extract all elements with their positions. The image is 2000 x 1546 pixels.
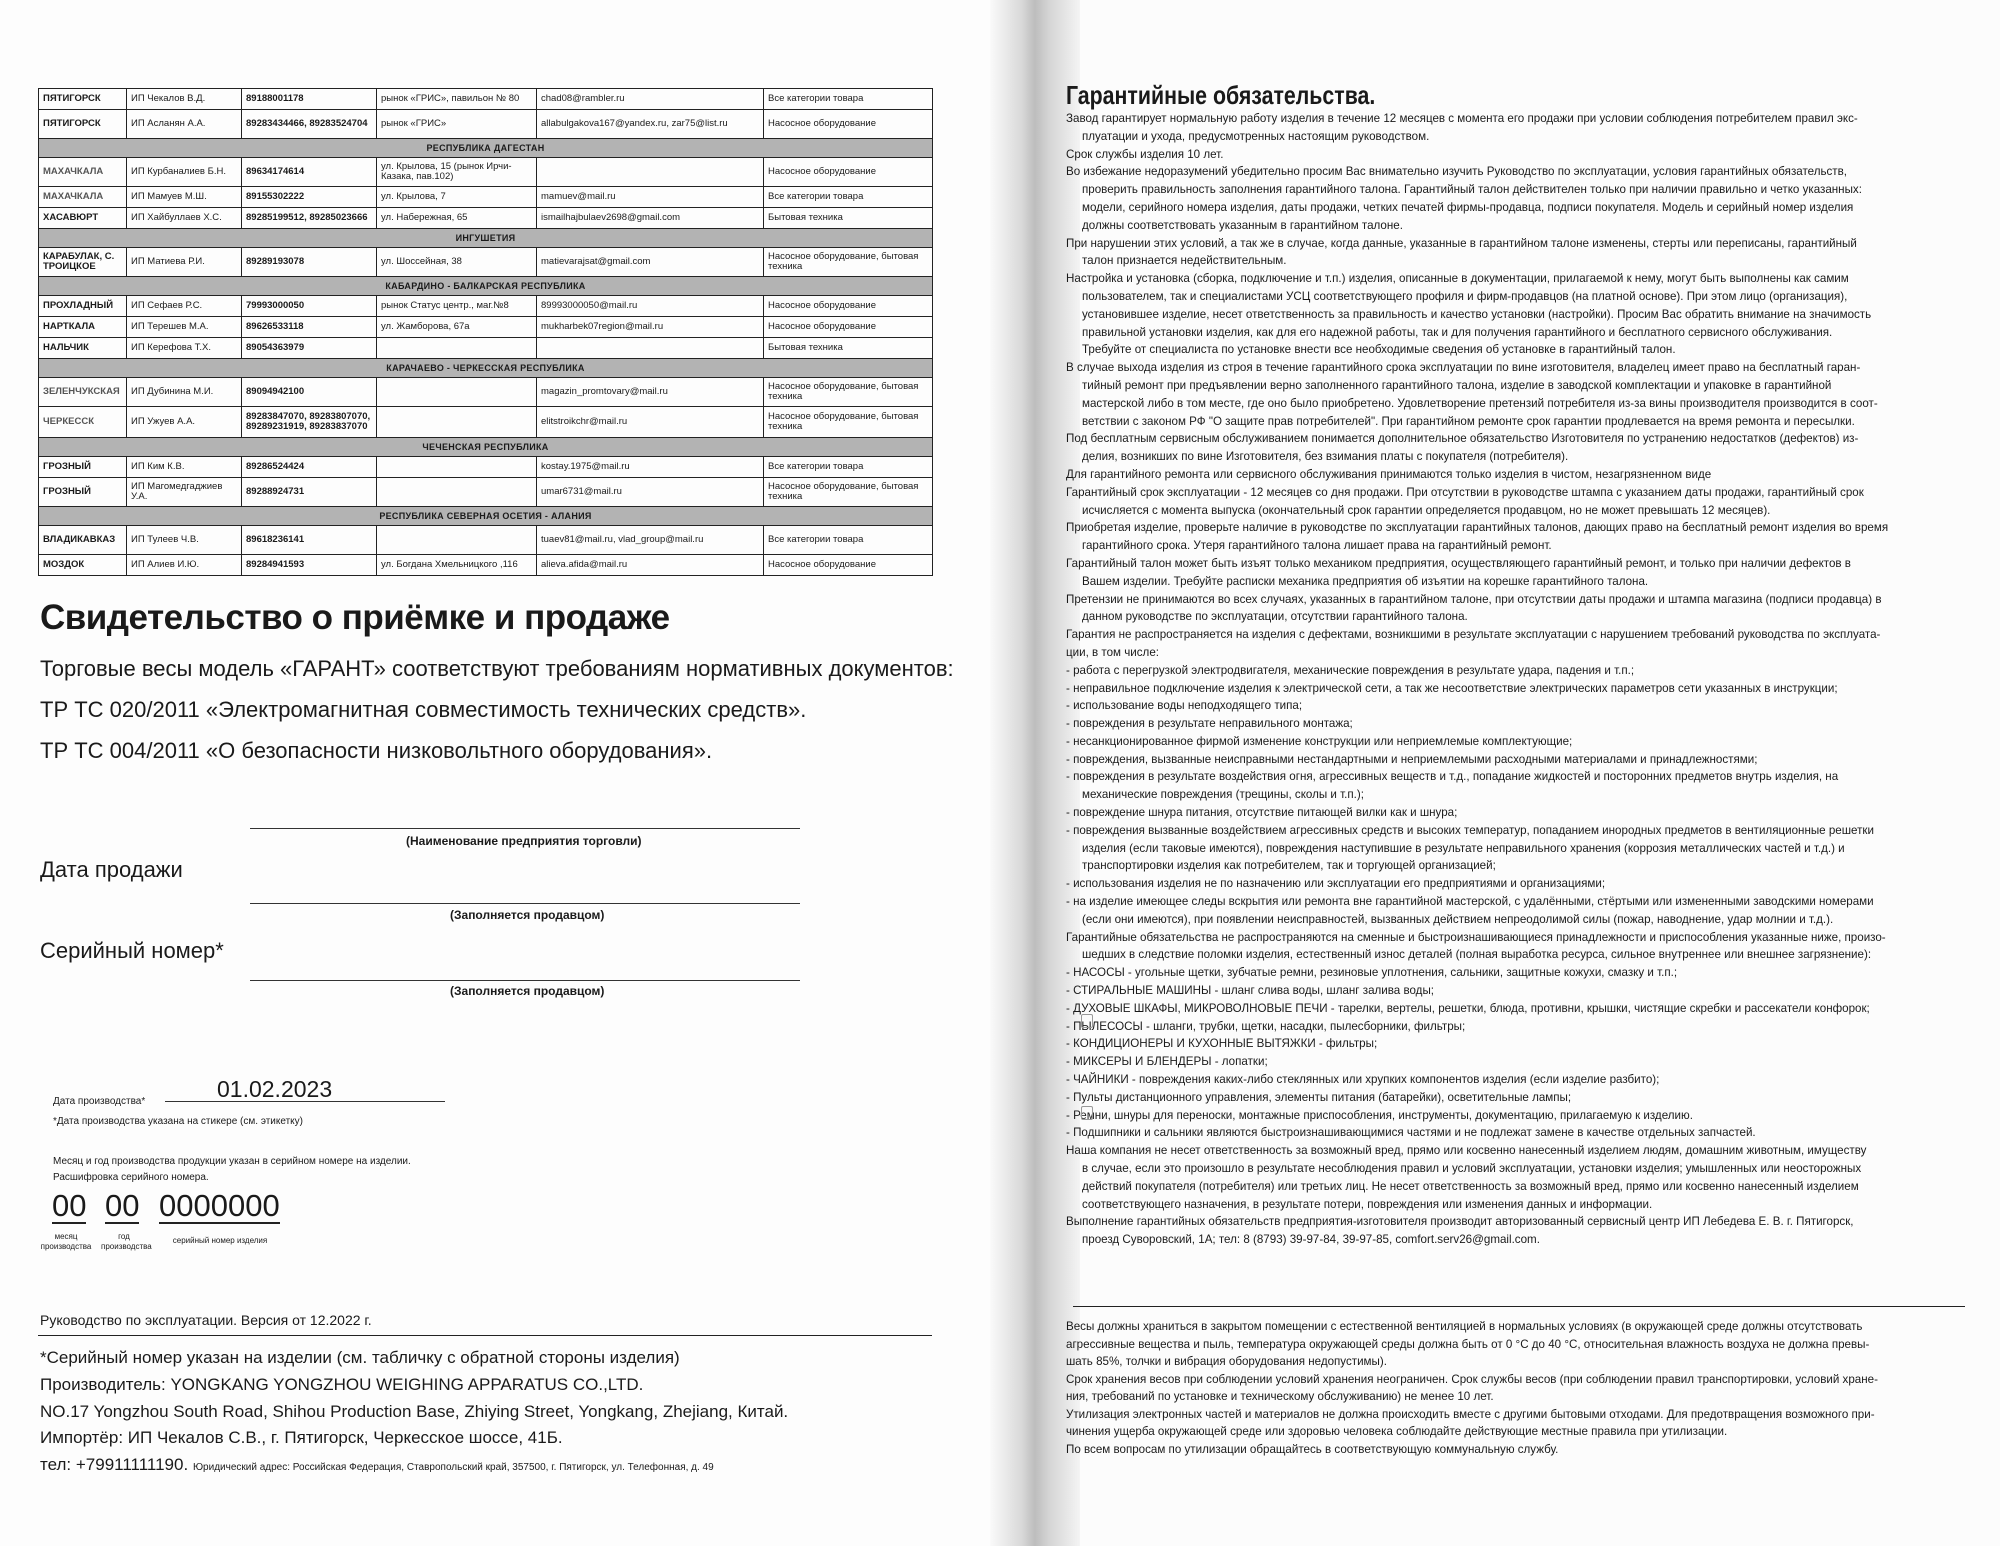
warranty-title: Гарантийные обязательства. [1066, 80, 1376, 110]
company-caption: (Наименование предприятия торговли) [406, 834, 642, 848]
dealer-company: ИП Керефова Т.Х. [127, 338, 242, 359]
warranty-line: Гарантийный срок эксплуатации - 12 месяцев со дня продажи. При отсутствии в руководстве штампа с указанием даты продажи, гарантийный срок [1066, 485, 1864, 499]
warranty-line: механические повреждения (трещины, сколы и т.п.); [1082, 788, 1364, 802]
warranty-line: - на изделие имеющее следы вскрытия или ремонта вне гарантийной мастерской, с удалёнными, стёртыми или измененными заводскими номерами [1066, 895, 1874, 909]
footer-legal-address: Юридический адрес: Российская Федерация, Ставропольский край, 357500, г. Пятигорск, ул. Телефонная, д. 49 [192, 1462, 714, 1473]
region-header-row [39, 229, 933, 248]
storage-divider [1073, 1306, 1965, 1307]
warranty-line: Срок службы изделия 10 лет. [1066, 147, 1224, 161]
dealer-phone: 89284941593 [242, 555, 377, 576]
warranty-line: изделия (если таковые имеются), повреждения наступившие в результате неправильного хранения (коррозия металлических частей и т.д.) и [1082, 841, 1845, 855]
dealer-row [39, 526, 933, 555]
serial-number-line[interactable] [250, 980, 800, 981]
warranty-line: - повреждения, вызванные неисправными нестандартными и неприемлемыми расходными материалами и принадлежностями; [1066, 752, 1758, 766]
dealer-address [377, 378, 537, 407]
warranty-line: установившее изделие, несет ответственность за правильность и качество установки (настройки). Просим Вас обратить внимание на значимость [1082, 307, 1872, 321]
footer-address: NO.17 Yongzhou South Road, Shihou Production Base, Zhiying Street, Yongkang, Zhejiang, Китай. [40, 1402, 789, 1421]
dealer-row [39, 555, 933, 576]
warranty-line: В случае выхода изделия из строя в течение гарантийного срока эксплуатации по вине изготовителя, владелец имеет право на бесплатный гаран- [1066, 361, 1861, 375]
dealer-row [39, 338, 933, 359]
dealer-row [39, 407, 933, 438]
dealer-company: ИП Терешев М.А. [127, 317, 242, 338]
dealer-city: МАХАЧКАЛА [39, 187, 127, 208]
serial-year: 00 [105, 1188, 140, 1223]
dealer-category: Бытовая техника [764, 208, 933, 229]
dealer-city: ХАСАВЮРТ [39, 208, 127, 229]
warranty-line: Претензии не принимаются во всех случаях, указанных в гарантийном талоне, при отсутствии даты продажи и штампа магазина (подписи продавца) в [1066, 592, 1882, 606]
warranty-line: тийный ремонт при предъявлении верно заполненного гарантийного талона, изделие в заводской комплектации и упаковке в гарантийной [1082, 378, 1832, 392]
footer-phone: тел: +79911111190. [40, 1455, 189, 1474]
dealer-city: ЧЕРКЕССК [39, 407, 127, 438]
dealer-row [39, 478, 933, 507]
dealer-phone: 79993000050 [242, 296, 377, 317]
dealer-row [39, 457, 933, 478]
dealer-category: Все категории товара [764, 457, 933, 478]
dealer-email: umar6731@mail.ru [537, 478, 764, 507]
footer-importer: Импортёр: ИП Чекалов С.В., г. Пятигорск, Черкесское шоссе, 41Б. [40, 1428, 563, 1447]
warranty-line: - повреждения вызванные воздействием агрессивных средств и высоких температур, попаданием инородных предметов в вентиляционные решетки [1066, 823, 1874, 837]
warranty-line: - повреждение шнура питания, отсутствие питающей вилки как и шнура; [1066, 806, 1458, 820]
dealer-city: ПЯТИГОРСК [39, 110, 127, 139]
warranty-line: плуатации и ухода, предусмотренных настоящим руководством. [1082, 129, 1430, 143]
dealer-row [39, 89, 933, 110]
dealers-table [38, 88, 933, 576]
dealer-row [39, 248, 933, 277]
region-header-row [39, 438, 933, 457]
serial-year-caption: год производства [101, 1232, 152, 1251]
warranty-line: - несанкционированное фирмой изменение конструкции или неприемлемые комплектующие; [1066, 734, 1573, 748]
dealer-category: Насосное оборудование, бытовая техника [764, 378, 933, 407]
dealer-category: Насосное оборудование [764, 158, 933, 187]
dealer-company: ИП Матиева Р.И. [127, 248, 242, 277]
dealer-row [39, 378, 933, 407]
dealer-city: МАХАЧКАЛА [39, 158, 127, 187]
dealer-email: tuaev81@mail.ru, vlad_group@mail.ru [537, 526, 764, 555]
dealer-phone: 89283847070, 89283807070, 89289231919, 89283837070 [242, 407, 377, 438]
sale-date-label: Дата продажи [40, 857, 183, 882]
serial-number-label: Серийный номер* [40, 938, 224, 963]
dealer-category: Насосное оборудование [764, 317, 933, 338]
dealer-category: Насосное оборудование, бытовая техника [764, 407, 933, 438]
warranty-line: талон признается недействительным. [1082, 254, 1287, 268]
dealer-email: elitstroikchr@mail.ru [537, 407, 764, 438]
warranty-line: Гарантия не распространяется на изделия с дефектами, возникшими в результате эксплуатации с нарушением требований руководства по эксплуата- [1066, 628, 1881, 642]
dealer-phone: 89285199512, 89285023666 [242, 208, 377, 229]
warranty-line: исчисляется с момента выпуска (окончательный срок гарантии определяется продавцом, но не может превышать 12 месяцев). [1082, 503, 1771, 517]
region-header-row [39, 277, 933, 296]
warranty-line: (если они имеются), при появлении неисправностей, вызванных действием непреодолимой силы (пожар, наводнение, удар молнии и т.д.). [1082, 912, 1834, 926]
dealer-phone: 89618236141 [242, 526, 377, 555]
dealer-phone: 89634174614 [242, 158, 377, 187]
dealer-category: Все категории товара [764, 526, 933, 555]
manual-version: Руководство по эксплуатации. Версия от 12.2022 г. [40, 1312, 372, 1328]
dealer-row [39, 296, 933, 317]
storage-line: шать 85%, толчки и вибрация оборудования недопустимы). [1066, 1355, 1387, 1368]
warranty-line: транспортировки изделия как потребителем, так и торгующей организацией; [1082, 859, 1496, 873]
dealer-email [537, 158, 764, 187]
dealer-email: matievarajsat@gmail.com [537, 248, 764, 277]
production-date-value: 01.02.2023 [217, 1076, 333, 1102]
warranty-line: - использования изделия не по назначению или эксплуатации его предприятиями и организациями; [1066, 877, 1606, 891]
dealer-address: рынок «ГРИС», павильон № 80 [377, 89, 537, 110]
dealer-company: ИП Мамуев М.Ш. [127, 187, 242, 208]
warranty-line: Настройка и установка (сборка, подключение и т.п.) изделия, описанные в документации, прилагаемой к нему, могут быть выполнены как самим [1066, 272, 1849, 286]
warranty-line: - Ремни, шнуры для переноски, монтажные приспособления, инструменты, документацию, прилагаемую к изделию. [1066, 1108, 1693, 1122]
warranty-line: Требуйте от специалиста по установке внести все необходимые сведения об установке в гарантийный талон. [1082, 343, 1676, 357]
warranty-line: соответствующего назначения, в результате потери, повреждения или изменения данных и информации. [1082, 1197, 1653, 1211]
warranty-line: проверить правильность заполнения гарантийного талона. Гарантийный талон действителен только при наличии правильно и четко указанных: [1082, 183, 1862, 197]
region-header-row [39, 139, 933, 158]
dealer-company: ИП Хайбуллаев Х.С. [127, 208, 242, 229]
dealer-category: Насосное оборудование, бытовая техника [764, 478, 933, 507]
page-edge-mark [1081, 1106, 1093, 1120]
warranty-line: Во избежание недоразумений убедительно просим Вас внимательно изучить Руководство по эксплуатации, условия гарантийных обязательств, [1066, 165, 1847, 179]
storage-line: агрессивные вещества и пыль, температура окружающей среды должна быть от 0 °С до 40 °С, относительная влажность воздуха не должна превы- [1066, 1337, 1870, 1351]
warranty-line: модели, серийного номера изделия, даты продажи, четких печатей фирмы-продавца, подписи покупателя. Модель и серийный номер изделия [1082, 200, 1854, 214]
warranty-line: Завод гарантирует нормальную работу изделия в течение 12 месяцев с момента его продажи при условии соблюдения потребителем правил экс- [1066, 112, 1858, 125]
warranty-line: действий покупателя (потребителя) или третьих лиц. Не несет ответственность за возможный вред, прямо или косвенно нанесенный изделием [1082, 1179, 1859, 1193]
warranty-line: Гарантийный талон может быть изъят только механиком предприятия, осуществляющего гарантийный ремонт, и только при наличии дефектов в [1066, 556, 1851, 570]
warranty-text [1066, 110, 1966, 1249]
seller-caption-1: (Заполняется продавцом) [450, 908, 605, 922]
dealer-company: ИП Асланян А.А. [127, 110, 242, 139]
dealer-email: mukharbek07region@mail.ru [537, 317, 764, 338]
dealer-company: ИП Ужуев А.А. [127, 407, 242, 438]
dealer-phone: 89288924731 [242, 478, 377, 507]
warranty-line: - Пульты дистанционного управления, элементы питания (батарейки), осветительные лампы; [1066, 1090, 1572, 1104]
storage-line: Срок хранения весов при соблюдении условий хранения неограничен. Срок службы весов (при соблюдении правил транспортировки, условий хране- [1066, 1372, 1878, 1386]
storage-line: Весы должны храниться в закрытом помещении с естественной вентиляцией в нормальных условиях (в окружающей среде должны отсутствовать [1066, 1320, 1863, 1333]
certificate-line-2: ТР ТС 020/2011 «Электромагнитная совместимость технических средств». [40, 697, 807, 722]
region-header-row [39, 359, 933, 378]
dealer-row [39, 208, 933, 229]
region-name: КАРАЧАЕВО - ЧЕРКЕССКАЯ РЕСПУБЛИКА [39, 359, 933, 378]
warranty-line: пользователем, так и специалистами УСЦ соответствующего профиля и фирм-продавцов (на платной основе). При этом лицо (организация), [1082, 289, 1848, 303]
warranty-line: Вашем изделии. Требуйте расписки механика предприятия об изъятии на корешке гарантийного талона. [1082, 574, 1649, 588]
dealer-row [39, 158, 933, 187]
certificate-title: Свидетельство о приёмке и продаже [40, 598, 670, 637]
dealer-company: ИП Дубинина М.И. [127, 378, 242, 407]
warranty-line: При нарушении этих условий, а так же в случае, когда данные, указанные в гарантийном талоне изменены, стерты или переписаны, гарантийный [1066, 236, 1857, 250]
dealer-city: КАРАБУЛАК, С. ТРОИЦКОЕ [39, 248, 127, 277]
region-header-row [39, 507, 933, 526]
dealer-row [39, 187, 933, 208]
warranty-line: Гарантийные обязательства не распространяются на сменные и быстроизнашивающиеся принадлежности и приспособления указанные ниже, произо- [1066, 930, 1886, 944]
dealer-category: Насосное оборудование [764, 555, 933, 576]
dealer-address: ул. Набережная, 65 [377, 208, 537, 229]
dealer-city: ПРОХЛАДНЫЙ [39, 296, 127, 317]
dealer-email: alieva.afida@mail.ru [537, 555, 764, 576]
dealer-address: ул. Крылова, 15 (рынок Ирчи-Казака, пав.102) [377, 158, 537, 187]
dealer-phone: 89286524424 [242, 457, 377, 478]
warranty-line: - ПЫЛЕСОСЫ - шланги, трубки, щетки, насадки, пылесборники, фильтры; [1066, 1019, 1466, 1033]
dealer-address: ул. Богдана Хмельницкого ,116 [377, 555, 537, 576]
region-name: ЧЕЧЕНСКАЯ РЕСПУБЛИКА [39, 438, 933, 457]
sale-date-line[interactable] [250, 903, 800, 904]
dealer-city: НАРТКАЛА [39, 317, 127, 338]
dealer-phone: 89289193078 [242, 248, 377, 277]
dealer-email: kostay.1975@mail.ru [537, 457, 764, 478]
warranty-line: - неправильное подключение изделия к электрической сети, а так же несоответствие электрических параметров сети указанных в инструкции; [1066, 681, 1838, 695]
dealer-email [537, 338, 764, 359]
warranty-line: - МИКСЕРЫ И БЛЕНДЕРЫ - лопатки; [1066, 1055, 1268, 1069]
storage-line: чинения ущерба окружающей среде или здоровью человека соблюдайте действующие местные правила при утилизации. [1066, 1425, 1728, 1438]
region-name: РЕСПУБЛИКА ДАГЕСТАН [39, 139, 933, 158]
production-date-line [165, 1101, 445, 1102]
dealer-company: ИП Ким К.В. [127, 457, 242, 478]
region-name: ИНГУШЕТИЯ [39, 229, 933, 248]
warranty-line: Выполнение гарантийных обязательств предприятия-изготовителя производит авторизованный сервисный центр ИП Лебедева Е. В. г. Пятигорск, [1066, 1215, 1854, 1229]
serial-note-1: Месяц и год производства продукции указан в серийном номере на изделии. [53, 1156, 411, 1167]
warranty-line: Для гарантийного ремонта или сервисного обслуживания принимаются только изделия в чистом, незагрязненном виде [1066, 467, 1712, 481]
dealer-phone: 89155302222 [242, 187, 377, 208]
dealer-city: МОЗДОК [39, 555, 127, 576]
storage-line: Утилизация электронных частей и материалов не должна происходить вместе с другими бытовыми отходами. Для предотвращения возможного при- [1066, 1407, 1875, 1421]
dealer-address: ул. Жамборова, 67а [377, 317, 537, 338]
dealer-address [377, 457, 537, 478]
warranty-line: - работа с перегрузкой электродвигателя, механические повреждения в результате удара, падения и т.п.; [1066, 663, 1635, 677]
dealer-category: Насосное оборудование [764, 296, 933, 317]
dealer-email: ismailhajbulaev2698@gmail.com [537, 208, 764, 229]
dealer-address [377, 478, 537, 507]
page-edge-mark [1081, 1014, 1093, 1028]
warranty-line: Наша компания не несет ответственность за возможный вред, прямо или косвенно нанесенный изделием людям, домашним животным, имуществу [1066, 1144, 1867, 1158]
dealer-city: ГРОЗНЫЙ [39, 457, 127, 478]
dealers-table-body [39, 89, 933, 576]
dealer-category: Все категории товара [764, 89, 933, 110]
production-date-label: Дата производства* [53, 1096, 146, 1107]
warranty-line: ции, в том числе: [1066, 645, 1159, 659]
warranty-line: ветствии с законом РФ "О защите прав потребителей". При гарантийном ремонте срок гарантии продлевается на время ремонта и пересылки. [1082, 414, 1855, 428]
dealer-company: ИП Тулеев Ч.В. [127, 526, 242, 555]
dealer-phone: 89188001178 [242, 89, 377, 110]
warranty-line: - НАСОСЫ - угольные щетки, зубчатые ремни, резиновые уплотнения, сальники, защитные кожухи, смазку и т.п.; [1066, 966, 1678, 980]
certificate-line-3: ТР ТС 004/2011 «О безопасности низковольтного оборудования». [40, 738, 713, 763]
dealer-company: ИП Магомедгаджиев У.А. [127, 478, 242, 507]
dealer-city: ВЛАДИКАВКАЗ [39, 526, 127, 555]
warranty-line: гарантийного срока. Утеря гарантийного талона лишает права на гарантийный ремонт. [1082, 539, 1552, 553]
storage-line: По всем вопросам по утилизации обращайтесь в соответствующую коммунальную службу. [1066, 1442, 1559, 1456]
footer-divider [38, 1335, 932, 1336]
region-name: КАБАРДИНО - БАЛКАРСКАЯ РЕСПУБЛИКА [39, 277, 933, 296]
dealer-address [377, 338, 537, 359]
dealer-email: mamuev@mail.ru [537, 187, 764, 208]
warranty-line: мастерской либо в том месте, где оно было приобретено. Удовлетворение претензий потребителя из-за вины производителя производится в соот- [1082, 396, 1878, 410]
dealer-phone: 89054363979 [242, 338, 377, 359]
dealer-category: Насосное оборудование, бытовая техника [764, 248, 933, 277]
warranty-line: правильной установки изделия, как для его надежной работы, так и для получения гарантийного и бесплатного сервисного обслуживания. [1082, 325, 1833, 339]
dealer-address: рынок Статус центр., маг.№8 [377, 296, 537, 317]
dealer-row [39, 110, 933, 139]
warranty-line: проезд Суворовский, 1А; тел: 8 (8793) 39-97-84, 39-97-85, comfort.serv26@gmail.com. [1082, 1233, 1540, 1247]
dealer-email: magazin_promtovary@mail.ru [537, 378, 764, 407]
dealer-city: ПЯТИГОРСК [39, 89, 127, 110]
warranty-line: - повреждения в результате неправильного монтажа; [1066, 717, 1353, 731]
dealer-category: Бытовая техника [764, 338, 933, 359]
dealer-company: ИП Курбаналиев Б.Н. [127, 158, 242, 187]
production-date-note: *Дата производства указана на стикере (см. этикетку) [53, 1116, 303, 1127]
storage-line: ния, требований по установке и техническому обслуживанию) не менее 10 лет. [1066, 1390, 1494, 1403]
dealer-company: ИП Алиев И.Ю. [127, 555, 242, 576]
dealer-city: ЗЕЛЕНЧУКСКАЯ [39, 378, 127, 407]
dealer-email: 89993000050@mail.ru [537, 296, 764, 317]
warranty-line: - ДУХОВЫЕ ШКАФЫ, МИКРОВОЛНОВЫЕ ПЕЧИ - тарелки, вертелы, решетки, блюда, противни, крышки, чистящие скребки и рассекатели конфорок; [1066, 1001, 1870, 1015]
dealer-phone: 89626533118 [242, 317, 377, 338]
dealer-category: Все категории товара [764, 187, 933, 208]
warranty-line: в случае, если это произошло в результате несоблюдения правил и условий эксплуатации, установки изделия; умышленных или неосторожных [1082, 1162, 1862, 1176]
dealer-email: chad08@rambler.ru [537, 89, 764, 110]
dealer-address: рынок «ГРИС» [377, 110, 537, 139]
serial-number-caption: серийный номер изделия [172, 1236, 268, 1245]
warranty-line: данном руководстве по эксплуатации, отсутствии гарантийного талона. [1082, 610, 1468, 624]
serial-note-2: Расшифровка серийного номера. [53, 1172, 209, 1183]
warranty-line: Приобретая изделие, проверьте наличие в руководстве по эксплуатации гарантийных талонов, дающих право на бесплатный ремонт изделия во время [1066, 521, 1889, 535]
serial-month: 00 [52, 1188, 87, 1223]
dealer-address [377, 526, 537, 555]
dealer-category: Насосное оборудование [764, 110, 933, 139]
serial-number: 0000000 [159, 1188, 280, 1223]
dealer-address: ул. Крылова, 7 [377, 187, 537, 208]
dealer-city: НАЛЬЧИК [39, 338, 127, 359]
warranty-line: - ЧАЙНИКИ - повреждения каких-либо стеклянных или хрупких компонентов изделия (если изделие разбито); [1066, 1073, 1660, 1087]
certificate-line-1: Торговые весы модель «ГАРАНТ» соответствуют требованиям нормативных документов: [40, 656, 954, 681]
warranty-line: - повреждения в результате воздействия огня, агрессивных веществ и т.д., попадание жидкостей и посторонних предметов внутрь изделия, на [1066, 770, 1839, 784]
region-name: РЕСПУБЛИКА СЕВЕРНАЯ ОСЕТИЯ - АЛАНИЯ [39, 507, 933, 526]
footer-serial-note: *Серийный номер указан на изделии (см. табличку с обратной стороны изделия) [40, 1348, 680, 1367]
company-signature-line[interactable] [250, 828, 800, 829]
warranty-line: делия, возникших по вине Изготовителя, без взимания платы с покупателя (потребителя). [1082, 450, 1569, 464]
dealer-company: ИП Чекалов В.Д. [127, 89, 242, 110]
footer-phone-row [40, 1455, 714, 1475]
footer-manufacturer: Производитель: YONGKANG YONGZHOU WEIGHING APPARATUS CO.,LTD. [40, 1375, 644, 1394]
warranty-line: Под бесплатным сервисным обслуживанием понимается дополнительное обязательство Изготовителя по устранению недостатков (дефектов) из- [1066, 432, 1859, 446]
dealer-phone: 89094942100 [242, 378, 377, 407]
warranty-line: шедших в следствие поломки изделия, естественный износ деталей (полная выработка ресурса, сильное внутреннее или внешнее загрязнение): [1082, 948, 1872, 962]
dealer-city: ГРОЗНЫЙ [39, 478, 127, 507]
warranty-line: - КОНДИЦИОНЕРЫ И КУХОННЫЕ ВЫТЯЖКИ - фильтры; [1066, 1037, 1378, 1051]
warranty-line: - использование воды неподходящего типа; [1066, 699, 1303, 713]
dealer-phone: 89283434466, 89283524704 [242, 110, 377, 139]
serial-month-caption: месяц производства [40, 1232, 92, 1251]
storage-text [1066, 1318, 1966, 1458]
dealer-address [377, 407, 537, 438]
dealer-company: ИП Сефаев Р.С. [127, 296, 242, 317]
warranty-line: - СТИРАЛЬНЫЕ МАШИНЫ - шланг слива воды, шланг залива воды; [1066, 984, 1434, 998]
seller-caption-2: (Заполняется продавцом) [450, 984, 605, 998]
dealer-row [39, 317, 933, 338]
warranty-line: - Подшипники и сальники являются быстроизнашивающимися частями и не подлежат замене в качестве отдельных запчастей. [1066, 1126, 1756, 1140]
warranty-line: должны соответствовать указанным в гарантийном талоне. [1082, 218, 1403, 232]
dealer-address: ул. Шоссейная, 38 [377, 248, 537, 277]
dealer-email: allabulgakova167@yandex.ru, zar75@list.ru [537, 110, 764, 139]
